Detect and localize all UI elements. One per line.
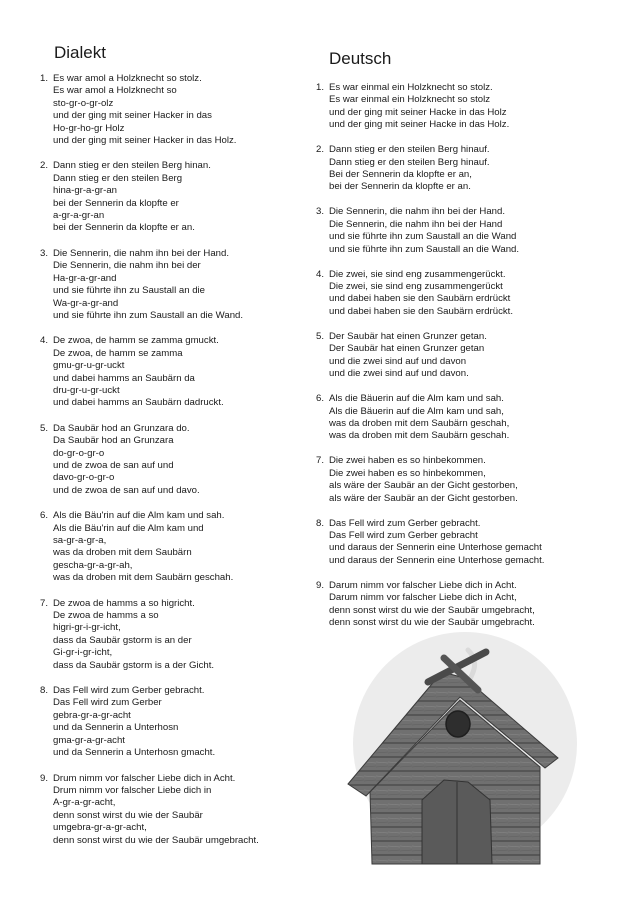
verse-number: 5. (40, 422, 49, 434)
verse-line: Als die Bäu'rin auf die Alm kam und sah. (53, 510, 225, 522)
verse-line: und der ging mit seiner Hacker in das (53, 110, 212, 122)
verse-line: Als die Bäu'rin auf die Alm kam und (53, 522, 204, 534)
verse-line: denn sonst wirst du wie der Saubär umgebracht. (329, 616, 535, 628)
verse-line: De zwoa, de hamm se zamma gmuckt. (53, 335, 219, 347)
verse-line: umgebra-gr-a-gr-acht, (53, 822, 147, 834)
verse-line: dru-gr-u-gr-uckt (53, 384, 120, 396)
verse-line: bei der Sennerin da klopfte er (53, 197, 179, 209)
verse-line: und de zwoa de san auf und davo. (53, 484, 200, 496)
verse-line: a-gr-a-gr-an (53, 210, 105, 222)
verse-line: und dabei haben sie den Saubärn erdrückt. (329, 305, 514, 317)
verse-line: De zwoa, de hamm se zamma (53, 347, 183, 359)
verse-line: Darum nimm vor falscher Liebe dich in Acht. (329, 579, 517, 591)
verse-line: denn sonst wirst du wie der Saubär (53, 809, 203, 821)
verse-line: Ha-gr-a-gr-and (53, 272, 117, 284)
verse-number: 3. (316, 206, 325, 218)
verse-line: und die zwei sind auf und davon (329, 355, 467, 367)
verse-line: gescha-gr-a-gr-ah, (53, 559, 133, 571)
verse-line: und sie führte ihn zum Saustall an die Wand. (53, 309, 244, 321)
verse-number: 5. (316, 330, 325, 342)
verse-line: Die Sennerin, die nahm ihn bei der Hand. (53, 247, 229, 259)
verse-number: 8. (40, 685, 49, 697)
verse-number: 6. (40, 510, 49, 522)
verse-line: Als die Bäuerin auf die Alm kam und sah. (329, 393, 504, 405)
verse-line: und der ging mit seiner Hacke in das Holz (329, 106, 507, 118)
verse-line: hina-gr-a-gr-an (53, 185, 117, 197)
verse-line: Das Fell wird zum Gerber gebracht. (329, 517, 481, 529)
verse-line: Da Saubär hod an Grunzara do. (53, 422, 190, 434)
verse-line: Der Saubär hat einen Grunzer getan. (329, 330, 487, 342)
verse (313, 144, 544, 194)
verse-number: 9. (316, 579, 325, 591)
verse-line: bei der Sennerin da klopfte er an. (329, 181, 471, 193)
verse-line: Bei der Sennerin da klopfte er an, (329, 169, 472, 181)
verse-line: und daraus der Sennerin eine Unterhose gemacht. (329, 554, 545, 566)
verse-line: Der Saubär hat einen Grunzer getan (329, 343, 485, 355)
verse-line: do-gr-o-gr-o (53, 447, 105, 459)
verse-line: higri-gr-i-gr-icht, (53, 622, 121, 634)
verse-line: und sie führte ihn zu Saustall an die (53, 285, 206, 297)
verse (37, 773, 259, 847)
verse-line: und dabei hamms an Saubärn dadruckt. (53, 397, 224, 409)
verse-line: als wäre der Saubär an der Gicht gestorben. (329, 492, 518, 504)
verse-line: sa-gr-a-gr-a, (53, 535, 107, 546)
verse-line: denn sonst wirst du wie der Saubär umgebracht, (329, 604, 535, 616)
verse-line: und der ging mit seiner Hacker in das Holz. (53, 135, 237, 147)
verse (313, 393, 544, 443)
verse-line: Die Sennerin, die nahm ihn bei der Hand. (329, 206, 505, 218)
dialect-heading: Dialekt (54, 43, 106, 62)
verse-line: A-gr-a-gr-acht, (53, 797, 116, 809)
verse-line: Drum nimm vor falscher Liebe dich in (53, 784, 212, 796)
verse-number: 7. (316, 455, 325, 467)
verse-line: Ho-gr-ho-gr Holz (53, 122, 125, 134)
verse (37, 248, 259, 322)
verse-line: Die zwei haben es so hinbekommen. (329, 455, 486, 467)
verse-number: 8. (316, 517, 325, 529)
verse-line: dass da Saubär gstorm is a der Gicht. (53, 659, 215, 671)
dialect-verses (37, 73, 259, 860)
verse-line: gmu-gr-u-gr-uckt (53, 360, 125, 372)
verse-line: und dabei hamms an Saubärn da (53, 372, 195, 384)
verse-line: und da Sennerin a Unterhosn gmacht. (53, 747, 216, 759)
verse (37, 598, 259, 672)
verse-line: und die zwei sind auf und davon. (329, 368, 469, 380)
verse-line: und da Sennerin a Unterhosn (53, 722, 179, 734)
verse (37, 160, 259, 234)
verse-line: was da droben mit dem Saubärn (53, 547, 192, 559)
verse (313, 580, 544, 630)
verse-line: Es war amol a Holzknecht so (53, 85, 177, 97)
verse-number: 4. (40, 335, 49, 347)
verse-line: Drum nimm vor falscher Liebe dich in Acht. (53, 772, 236, 784)
verse-line: und der ging mit seiner Hacke in das Holz. (329, 119, 510, 131)
verse-line: De zwoa de hamms a so higricht. (53, 597, 195, 609)
verse-line: dass da Saubär gstorm is an der (53, 634, 192, 646)
verse-line: Die Sennerin, die nahm ihn bei der (53, 260, 201, 272)
hut-icon (340, 632, 590, 882)
verse-line: Es war einmal ein Holzknecht so stolz (329, 94, 491, 106)
verse-line: Darum nimm vor falscher Liebe dich in Acht, (329, 592, 517, 604)
verse-number: 2. (316, 144, 325, 156)
verse-line: Dann stieg er den steilen Berg (53, 172, 183, 184)
verse-line: De zwoa de hamms a so (53, 610, 159, 622)
verse-number: 9. (40, 772, 49, 784)
verse-line: Da Saubär hod an Grunzara (53, 435, 174, 447)
verse-line: als wäre der Saubär an der Gicht gestorben, (329, 480, 518, 492)
german-verses (313, 82, 544, 642)
verse-line: und sie führte ihn zum Saustall an die Wand. (329, 243, 520, 255)
verse-line: Gi-gr-i-gr-icht, (53, 647, 113, 659)
verse (313, 455, 544, 505)
verse-line: was da droben mit dem Saubärn geschah. (329, 430, 510, 442)
verse-number: 4. (316, 268, 325, 280)
verse-line: gebra-gr-a-gr-acht (53, 709, 131, 721)
verse-number: 2. (40, 160, 49, 172)
verse-line: Die zwei haben es so hinbekommen, (329, 467, 486, 479)
verse-line: was da droben mit dem Saubärn geschah. (53, 572, 234, 584)
verse-line: Dann stieg er den steilen Berg hinan. (53, 160, 211, 172)
verse (313, 269, 544, 319)
verse-line: Dann stieg er den steilen Berg hinauf. (329, 156, 490, 168)
verse (37, 73, 259, 147)
verse-line: was da droben mit dem Saubärn geschah, (329, 417, 510, 429)
verse-line: Dann stieg er den steilen Berg hinauf. (329, 144, 490, 156)
verse-line: Das Fell wird zum Gerber gebracht (329, 529, 478, 541)
verse (313, 82, 544, 132)
verse-line: davo-gr-o-gr-o (53, 472, 115, 484)
verse-line: Die zwei, sie sind eng zusammengerückt (329, 281, 503, 293)
verse-number: 1. (40, 73, 49, 84)
verse (37, 510, 259, 584)
verse-number: 1. (316, 82, 325, 93)
verse-number: 3. (40, 247, 49, 259)
verse (37, 685, 259, 759)
verse-line: Es war amol a Holzknecht so stolz. (53, 73, 202, 84)
german-heading: Deutsch (329, 49, 392, 68)
verse-number: 6. (316, 393, 325, 405)
verse-line: und dabei haben sie den Saubärn erdrückt (329, 293, 511, 305)
verse (37, 423, 259, 497)
verse-line: bei der Sennerin da klopfte er an. (53, 222, 195, 234)
verse-line: und sie führte ihn zum Saustall an die Wand (329, 231, 517, 243)
verse (313, 518, 544, 568)
verse (313, 331, 544, 381)
verse-line: Wa-gr-a-gr-and (53, 297, 119, 309)
verse-line: Es war einmal ein Holzknecht so stolz. (329, 82, 493, 93)
verse-line: Die zwei, sie sind eng zusammengerückt. (329, 268, 506, 280)
verse-number: 7. (40, 597, 49, 609)
hut-illustration (340, 632, 590, 882)
verse-line: sto-gr-o-gr-olz (53, 97, 114, 109)
verse-line: und daraus der Sennerin eine Unterhose gemacht (329, 542, 542, 554)
verse (37, 335, 259, 409)
verse (313, 206, 544, 256)
verse-line: Als die Bäuerin auf die Alm kam und sah, (329, 405, 504, 417)
verse-line: gma-gr-a-gr-acht (53, 734, 125, 746)
verse-line: Das Fell wird zum Gerber (53, 697, 162, 709)
verse-line: Das Fell wird zum Gerber gebracht. (53, 685, 205, 697)
verse-line: und de zwoa de san auf und (53, 459, 174, 471)
verse-line: denn sonst wirst du wie der Saubär umgebracht. (53, 834, 259, 846)
verse-line: Die Sennerin, die nahm ihn bei der Hand (329, 218, 503, 230)
